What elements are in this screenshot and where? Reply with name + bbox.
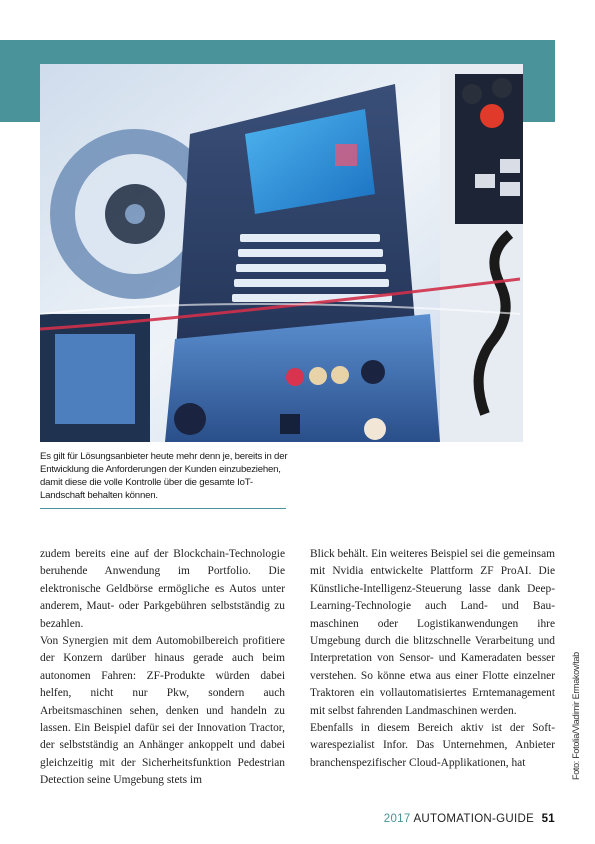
body-paragraph: Ebenfalls in diesem Bereich aktiv ist der Softwarespezialist Infor. Das Unternehmen, Anbieter branchenspezifischer Cloud-Applikationen, hat: [310, 722, 555, 769]
page-number: 51: [541, 813, 555, 825]
cnc-control-panel-photo: [40, 64, 523, 442]
page-footer: [384, 813, 555, 825]
body-column-right: [310, 546, 555, 772]
footer-guide-title: AUTOMATION-GUIDE: [413, 813, 535, 825]
body-paragraph: Von Synergien mit dem Automobilbereich profitiere der Konzern darüber hinaus gerade auch beim autonomen Fahren: ZF-Produkte würden dabei helfen, nicht nur Pkw, sondern auch Arbeitsmaschinen sehen, denken und handeln zu lassen. Ein Beispiel dafür sei der Innovation Tractor, der selbstständig an Anhänger ankoppelt und dabei gleichzeitig mit der Sicherheitsfunktion Pedestrian Detection seine Umgebung stets im: [40, 635, 285, 787]
photo-credit: Foto: Fotolia/Vladimir Ermakov/tab: [571, 652, 581, 780]
footer-year: 2017: [383, 813, 411, 825]
body-paragraph: Blick behält. Ein weiteres Beispiel sei die gemeinsam mit Nvidia entwickelte Plattform ZF ProAI. Die Künstliche-Intelligenz-Steuerung lasse dank Deep-Learning-Technologie auch Land- und Baumaschinen oder Logistikanwendungen ihre Umgebung durch die blitzschnelle Verarbeitung und Interpretation von Sensor- und Kameradaten besser verstehen. So könne etwa aus einer Flotte einzelner Traktoren ein vollautomatisiertes Erntemanagement mit selbst fahrenden Landmaschinen werden.: [310, 548, 555, 717]
photo-caption: Es gilt für Lösungsanbieter heute mehr denn je, bereits in der Entwicklung die Anforderungen der Kunden einzubeziehen, damit diese die volle Kontrolle über die gesamte IoT-Landschaft behalten können.: [40, 451, 288, 502]
body-paragraph: zudem bereits eine auf der Blockchain-Technologie beruhende Anwendung im Portfolio. Die elektronische Geldbörse ermögliche es Autos unter anderem, Maut- oder Parkgebühren selbstständig zu bezahlen.: [40, 548, 285, 630]
body-column-left: [40, 546, 285, 790]
caption-divider: [40, 508, 286, 509]
